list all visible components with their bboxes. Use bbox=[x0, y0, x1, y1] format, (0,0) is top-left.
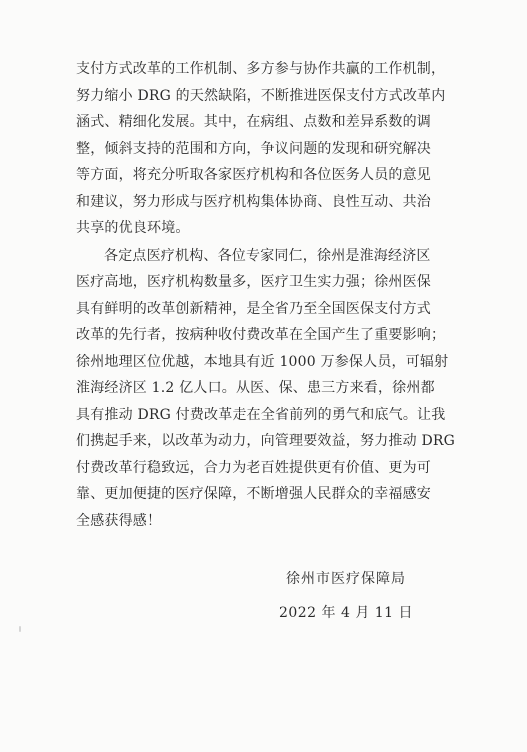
text-line: 医疗高地，医疗机构数量多，医疗卫生实力强；徐州医保 bbox=[76, 274, 431, 290]
scan-mark bbox=[19, 626, 21, 632]
text-line: 靠、更加便捷的医疗保障，不断增强人民群众的幸福感安 bbox=[76, 486, 431, 502]
text-line: 整，倾斜支持的范围和方向，争议问题的发现和研究解决 bbox=[76, 140, 431, 157]
text-line: 具有推动 DRG 付费改革走在全省前列的勇气和底气。让我 bbox=[76, 406, 446, 423]
document-body bbox=[76, 56, 455, 534]
text-line: 和建议，努力形成与医疗机构集体协商、良性互动、共治 bbox=[76, 193, 431, 210]
text-line: 徐州地理区位优越，本地具有近 1000 万参保人员，可辐射 bbox=[76, 353, 449, 370]
signature-block bbox=[276, 565, 416, 627]
text-line: 支付方式改革的工作机制、多方参与协作共赢的工作机制， bbox=[76, 61, 446, 77]
paragraph-1 bbox=[76, 56, 452, 242]
text-line: 各定点医疗机构、各位专家同仁，徐州是淮海经济区 bbox=[104, 247, 431, 264]
text-line: 淮海经济区 1.2 亿人口。从医、保、患三方来看，徐州都 bbox=[76, 380, 435, 396]
text-line: 们携起手来，以改革为动力，向管理要效益，努力推动 DRG bbox=[76, 433, 455, 449]
text-line: 共享的优良环境。 bbox=[76, 220, 190, 236]
text-line: 等方面，将充分听取各家医疗机构和各位医务人员的意见 bbox=[76, 167, 431, 183]
text-line: 全感获得感！ bbox=[76, 512, 162, 529]
issuing-organization: 徐州市医疗保障局 bbox=[286, 571, 406, 587]
issue-date: 2022 年 4 月 11 日 bbox=[278, 605, 414, 621]
text-line: 付费改革行稳致远，合力为老百姓提供更有价值、更为可 bbox=[76, 459, 431, 476]
text-line: 具有鲜明的改革创新精神，是全省乃至全国医保支付方式 bbox=[76, 300, 431, 317]
text-line: 努力缩小 DRG 的天然缺陷，不断推进医保支付方式改革内 bbox=[76, 87, 446, 104]
text-line: 涵式、精细化发展。其中，在病组、点数和差异系数的调 bbox=[76, 114, 431, 130]
text-line: 改革的先行者，按病种收付费改革在全国产生了重要影响； bbox=[76, 327, 446, 343]
paragraph-2 bbox=[76, 243, 455, 535]
